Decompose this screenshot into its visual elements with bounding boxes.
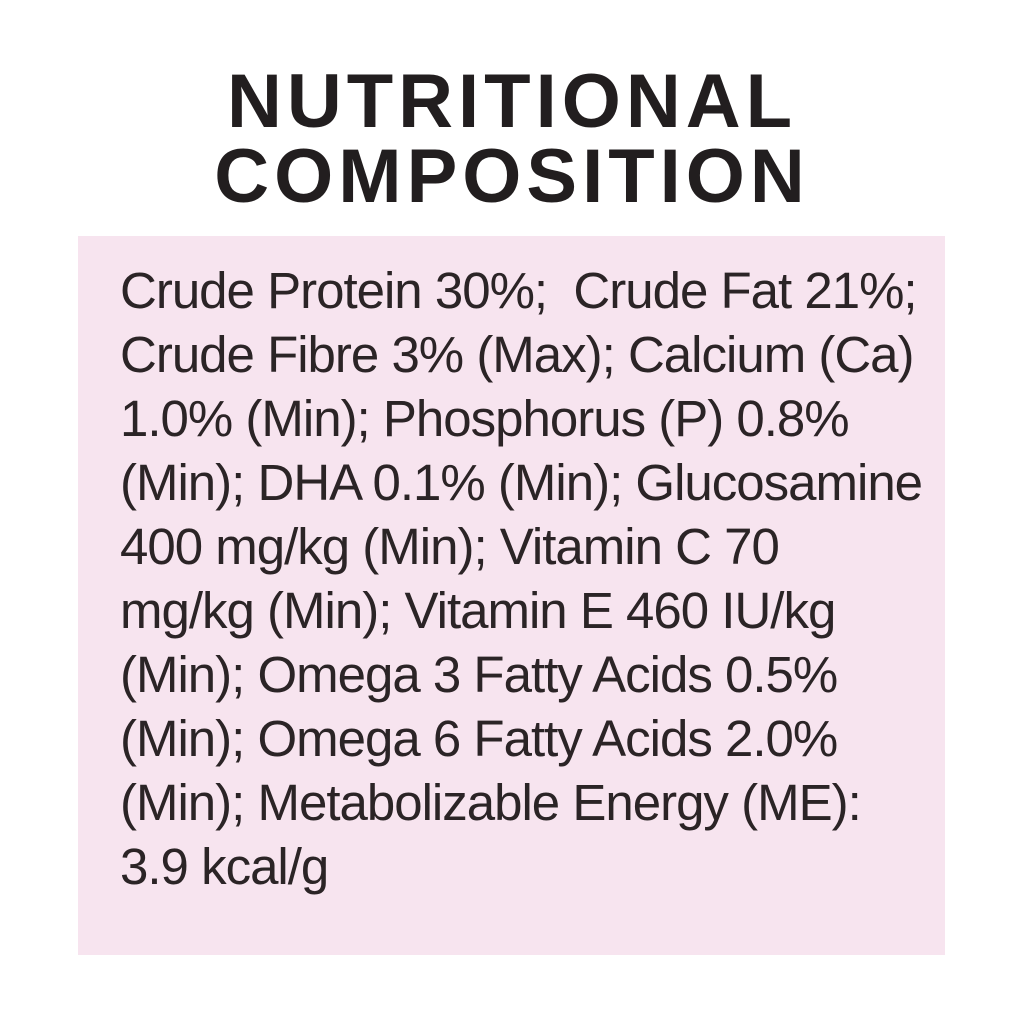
nutrition-line: (Min); Metabolizable Energy (ME): [120, 774, 861, 831]
nutrition-line: (Min); Omega 6 Fatty Acids 2.0% [120, 710, 838, 767]
nutrition-line: (Min); DHA 0.1% (Min); Glucosamine [120, 454, 923, 511]
nutrition-line: 400 mg/kg (Min); Vitamin C 70 [120, 518, 779, 575]
nutrition-line: mg/kg (Min); Vitamin E 460 IU/kg [120, 582, 836, 639]
nutrition-line: (Min); Omega 3 Fatty Acids 0.5% [120, 646, 838, 703]
page-title-line-2: COMPOSITION [214, 134, 810, 219]
page-title-line-1: NUTRITIONAL [226, 59, 798, 144]
page-title [0, 59, 1024, 219]
nutrition-panel [78, 236, 945, 955]
nutrition-line: 1.0% (Min); Phosphorus (P) 0.8% [120, 390, 849, 447]
nutrition-line: Crude Protein 30%; Crude Fat 21%; [120, 262, 917, 319]
nutrition-line: Crude Fibre 3% (Max); Calcium (Ca) [120, 326, 914, 383]
nutrition-line: 3.9 kcal/g [120, 838, 329, 895]
